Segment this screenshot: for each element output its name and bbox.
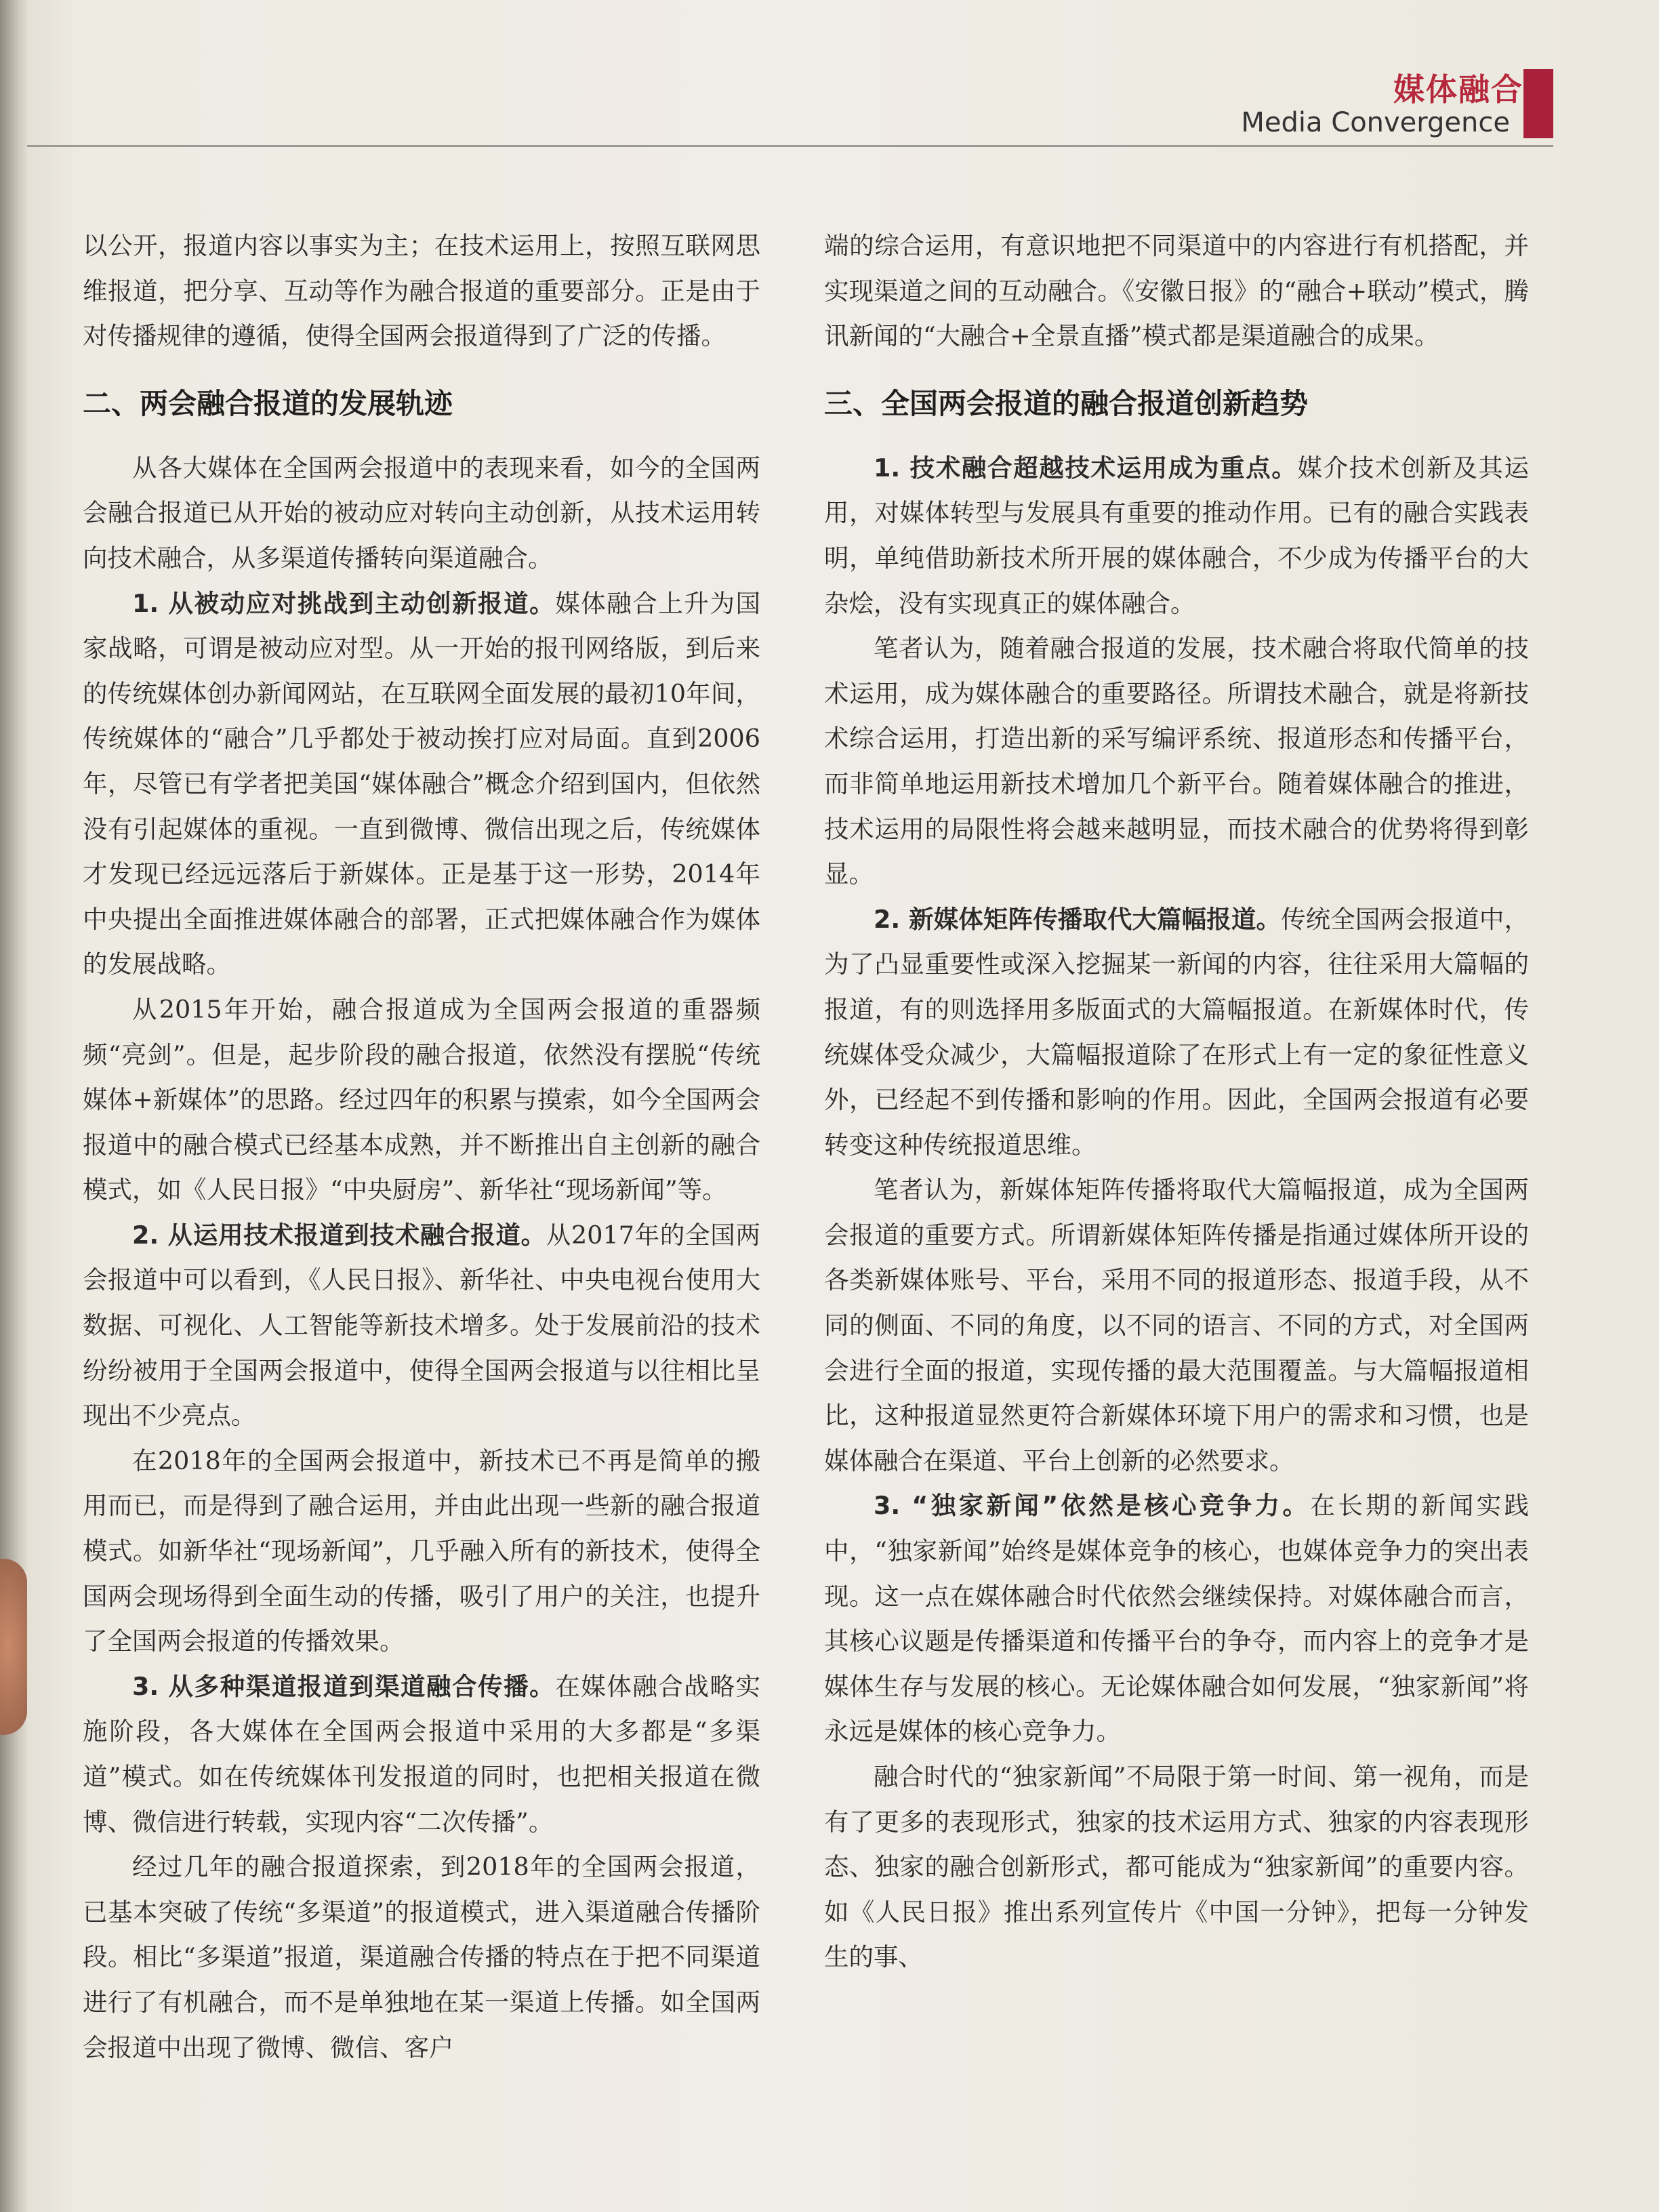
- paragraph: [83, 1213, 760, 1439]
- paragraph: [824, 446, 1529, 626]
- paragraph: 融合时代的“独家新闻”不局限于第一时间、第一视角，而是有了更多的表现形式，独家的技术运用方式、独家的内容表现形态、独家的融合创新形式，都可能成为“独家新闻”的重要内容。如《人民日报》推出系列宣传片《中国一分钟》，把每一分钟发生的事、: [824, 1762, 1529, 1972]
- paragraph: 从2015年开始，融合报道成为全国两会报道的重器频频“亮剑”。但是，起步阶段的融合报道，依然没有摆脱“传统媒体+新媒体”的思路。经过四年的积累与摸索，如今全国两会报道中的融合模式已经基本成熟，并不断推出自主创新的融合模式，如《人民日报》“中央厨房”、新华社“现场新闻”等。: [83, 994, 760, 1205]
- paragraph: [83, 1664, 760, 1845]
- paragraph-text: 媒体融合上升为国家战略，可谓是被动应对型。从一开始的报刊网络版，到后来的传统媒体创办新闻网站，在互联网全面发展的最初10年间，传统媒体的“融合”几乎都处于被动挨打应对局面。直到2006年，尽管已有学者把美国“媒体融合”概念介绍到国内，但依然没有引起媒体的重视。一直到微博、微信出现之后，传统媒体才发现已经远远落后于新媒体。正是基于这一形势，2014年中央提出全面推进媒体融合的部署，正式把媒体融合作为媒体的发展战略。: [83, 588, 760, 979]
- subheading: 3. 从多种渠道报道到渠道融合传播。: [132, 1671, 556, 1701]
- finger-shadow: [0, 1559, 27, 1735]
- subheading: 2. 新媒体矩阵传播取代大篇幅报道。: [874, 904, 1282, 934]
- section-heading: 二、两会融合报道的发展轨迹: [83, 386, 453, 420]
- subheading: 1. 从被动应对挑战到主动创新报道。: [132, 588, 556, 618]
- paragraph: 笔者认为，随着融合报道的发展，技术融合将取代简单的技术运用，成为媒体融合的重要路径。所谓技术融合，就是将新技术综合运用，打造出新的采写编评系统、报道形态和传播平台，而非简单地运用新技术增加几个新平台。随着媒体融合的推进，技术运用的局限性将会越来越明显，而技术融合的优势将得到彰显。: [824, 634, 1529, 889]
- paragraph: [824, 1483, 1529, 1755]
- paragraph-text: 在媒体融合战略实施阶段，各大媒体在全国两会报道中采用的大多都是“多渠道”模式。如在传统媒体刊发报道的同时，也把相关报道在微博、微信进行转载，实现内容“二次传播”。: [83, 1671, 760, 1837]
- section-subtitle: Media Convergence: [1241, 107, 1510, 138]
- paragraph-text: 在长期的新闻实践中，“独家新闻”始终是媒体竞争的核心，也媒体竞争力的突出表现。这一点在媒体融合时代依然会继续保持。对媒体融合而言，其核心议题是传播渠道和传播平台的争夺，而内容上的竞争才是媒体生存与发展的核心。无论媒体融合如何发展，“独家新闻”将永远是媒体的核心竞争力。: [824, 1491, 1530, 1746]
- paragraph: 从各大媒体在全国两会报道中的表现来看，如今的全国两会融合报道已从开始的被动应对转向主动创新，从技术运用转向技术融合，从多渠道传播转向渠道融合。: [83, 453, 760, 573]
- subheading: 1. 技术融合超越技术运用成为重点。: [874, 453, 1298, 483]
- paragraph: 以公开，报道内容以事实为主；在技术运用上，按照互联网思维报道，把分享、互动等作为融合报道的重要部分。正是由于对传播规律的遵循，使得全国两会报道得到了广泛的传播。: [83, 231, 760, 351]
- section-heading: 三、全国两会报道的融合报道创新趋势: [824, 386, 1309, 420]
- subheading: 3. “独家新闻”依然是核心竞争力。: [874, 1491, 1311, 1521]
- header-accent-bar: [1523, 69, 1553, 138]
- right-column: [824, 224, 1529, 1980]
- section-title: 媒体融合: [1393, 71, 1523, 108]
- paragraph: 笔者认为，新媒体矩阵传播将取代大篇幅报道，成为全国两会报道的重要方式。所谓新媒体矩阵传播是指通过媒体所开设的各类新媒体账号、平台，采用不同的报道形态、报道手段，从不同的侧面、不同的角度，以不同的语言、不同的方式，对全国两会进行全面的报道，实现传播的最大范围覆盖。与大篇幅报道相比，这种报道显然更符合新媒体环境下用户的需求和习惯，也是媒体融合在渠道、平台上创新的必然要求。: [824, 1175, 1529, 1475]
- paragraph: 经过几年的融合报道探索，到2018年的全国两会报道，已基本突破了传统“多渠道”的报道模式，进入渠道融合传播阶段。相比“多渠道”报道，渠道融合传播的特点在于把不同渠道进行了有机融合，而不是单独地在某一渠道上传播。如全国两会报道中出现了微博、微信、客户: [83, 1852, 760, 2062]
- paragraph: 在2018年的全国两会报道中，新技术已不再是简单的搬用而已，而是得到了融合运用，并由此出现一些新的融合报道模式。如新华社“现场新闻”，几乎融入所有的新技术，使得全国两会现场得到全面生动的传播，吸引了用户的关注，也提升了全国两会报道的传播效果。: [83, 1446, 760, 1656]
- left-column: [83, 224, 760, 2070]
- paragraph-text: 传统全国两会报道中，为了凸显重要性或深入挖掘某一新闻的内容，往往采用大篇幅的报道，有的则选择用多版面式的大篇幅报道。在新媒体时代，传统媒体受众减少，大篇幅报道除了在形式上有一定的象征性意义外，已经起不到传播和影响的作用。因此，全国两会报道有必要转变这种传统报道思维。: [824, 904, 1529, 1160]
- paragraph-text: 从2017年的全国两会报道中可以看到，《人民日报》、新华社、中央电视台使用大数据、可视化、人工智能等新技术增多。处于发展前沿的技术纷纷被用于全国两会报道中，使得全国两会报道与以往相比呈现出不少亮点。: [83, 1220, 760, 1431]
- header-divider: [27, 145, 1553, 147]
- paragraph: [83, 581, 760, 987]
- paragraph-text: 媒介技术创新及其运用，对媒体转型与发展具有重要的推动作用。已有的融合实践表明，单纯借助新技术所开展的媒体融合，不少成为传播平台的大杂烩，没有实现真正的媒体融合。: [824, 453, 1529, 618]
- paragraph: [824, 897, 1529, 1168]
- subheading: 2. 从运用技术报道到技术融合报道。: [132, 1220, 546, 1250]
- facing-page-edge: [0, 0, 27, 2212]
- paragraph: 端的综合运用，有意识地把不同渠道中的内容进行有机搭配，并实现渠道之间的互动融合。《安徽日报》的“融合+联动”模式，腾讯新闻的“大融合+全景直播”模式都是渠道融合的成果。: [824, 231, 1529, 351]
